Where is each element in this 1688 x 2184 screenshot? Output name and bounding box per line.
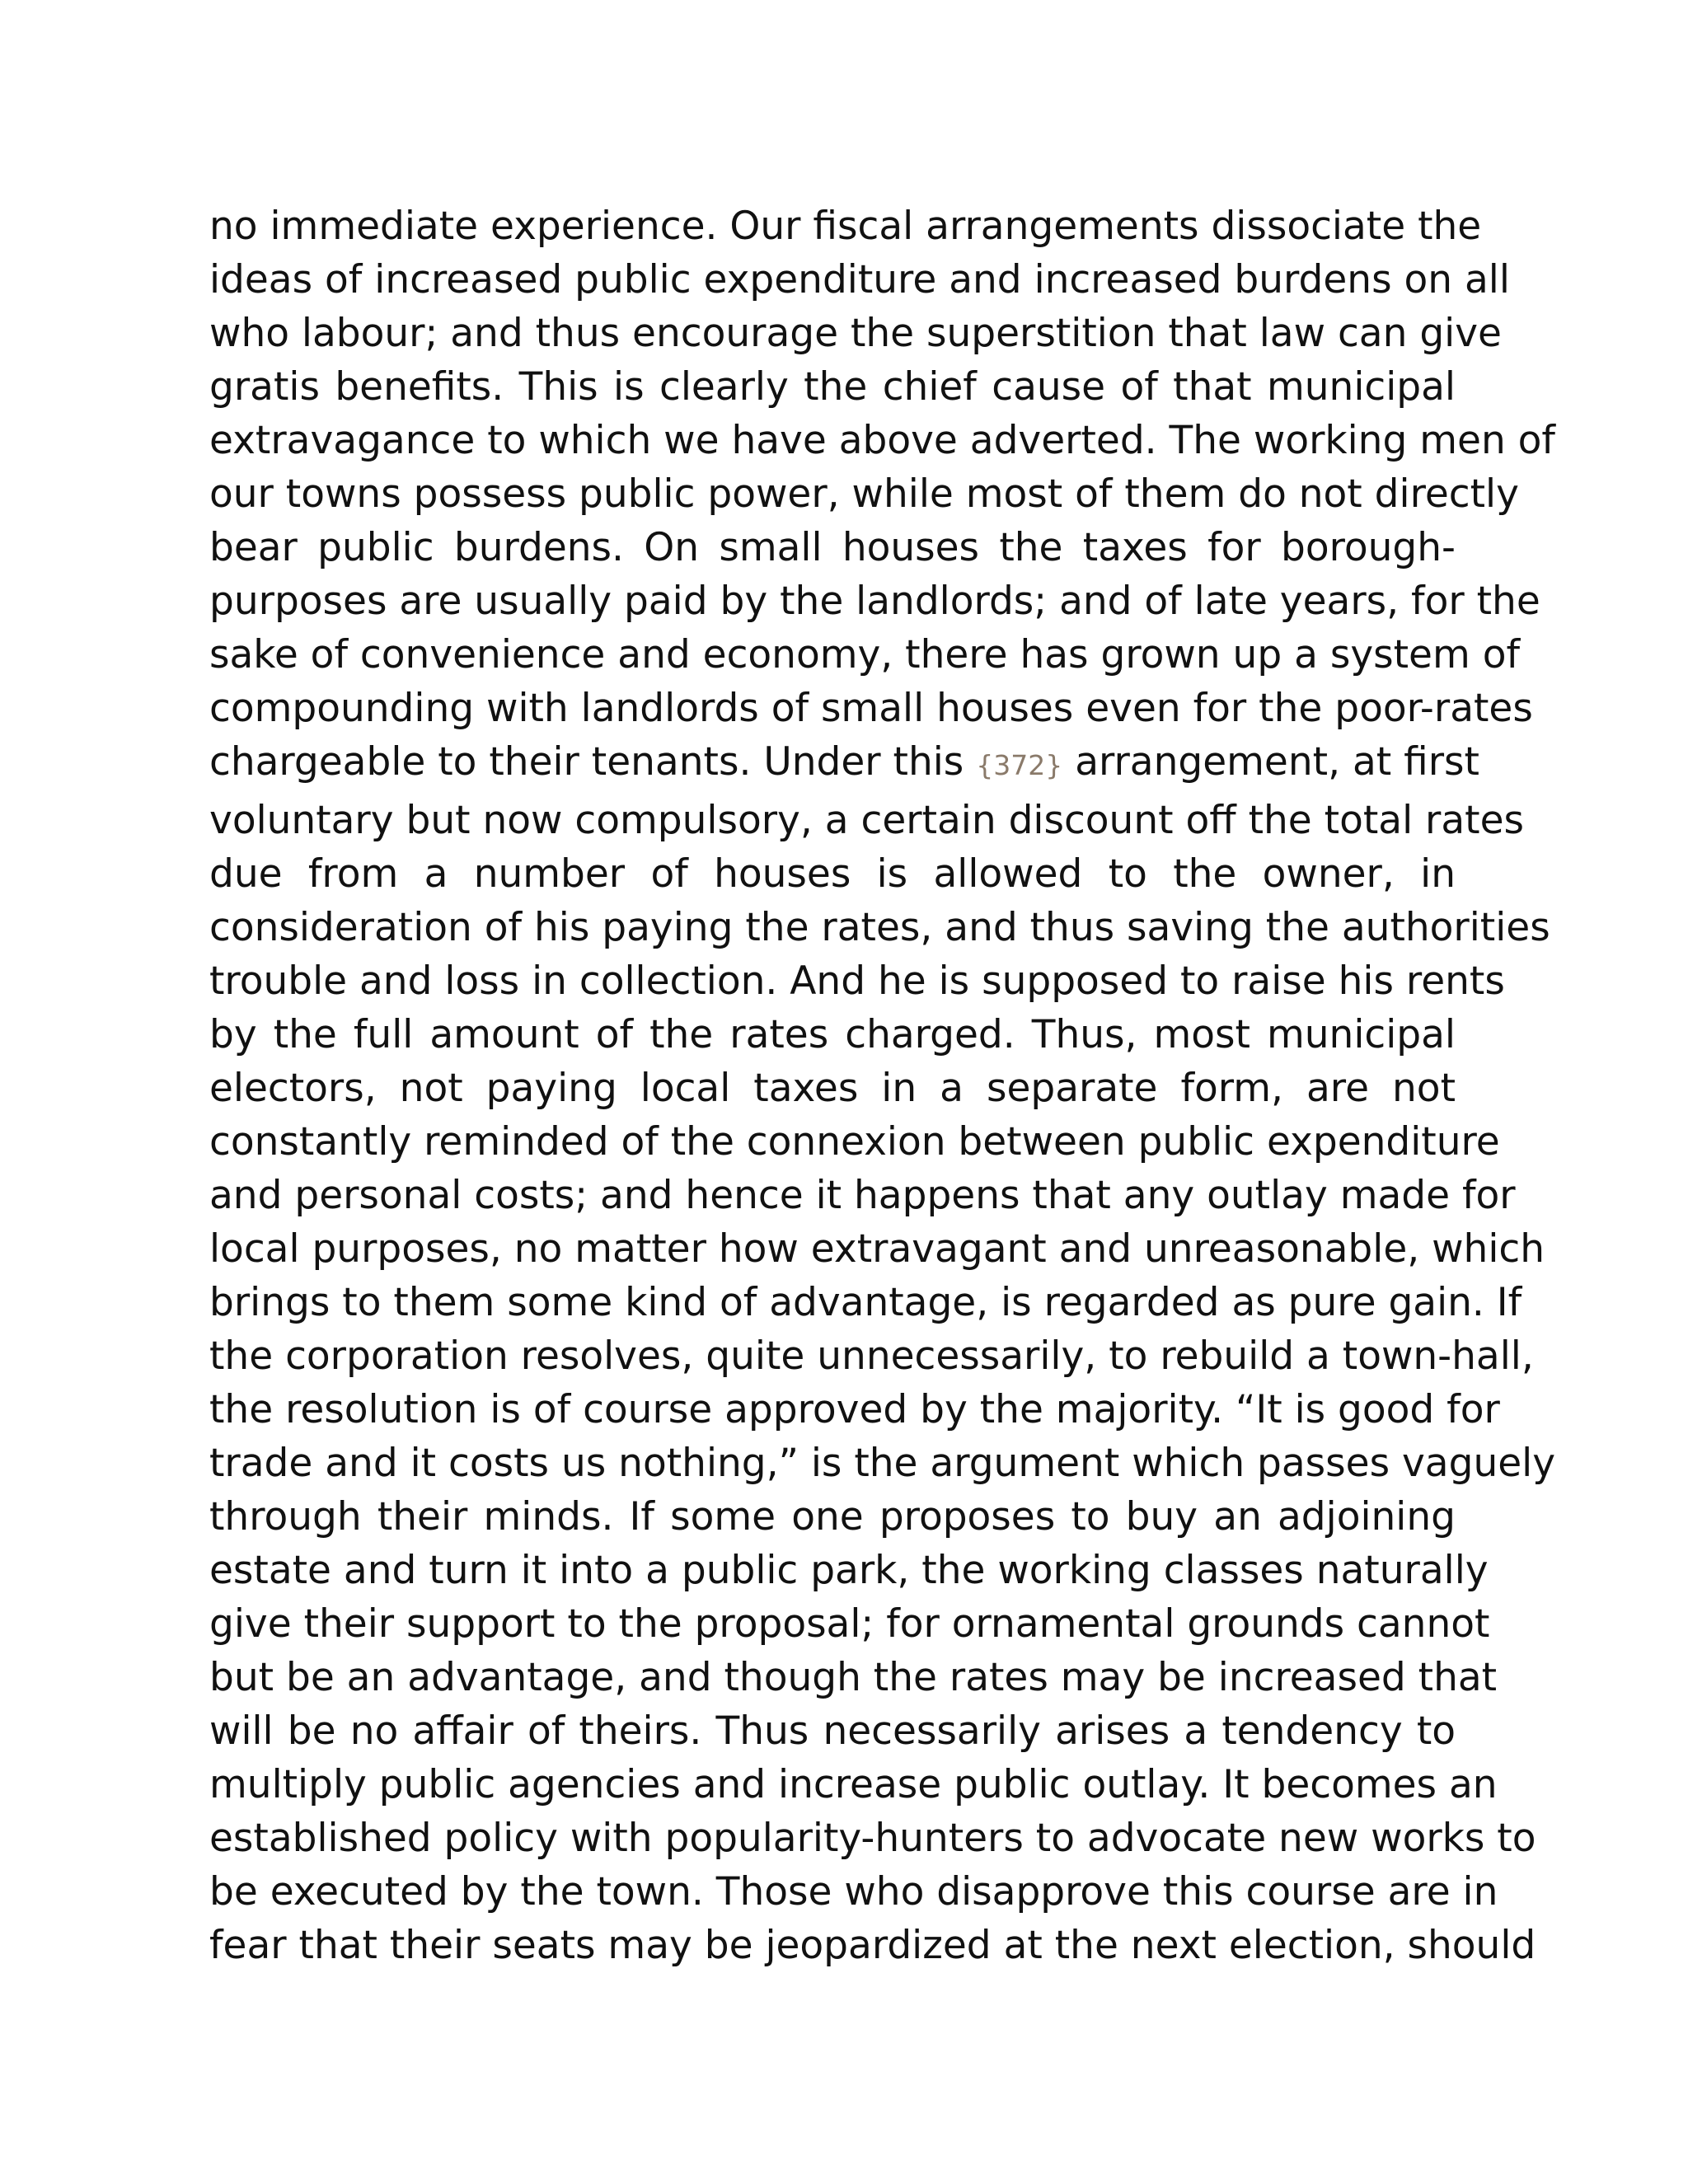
text-line: our towns possess public power, while most of them do not directly (209, 471, 1519, 517)
text-line: voluntary but now compulsory, a certain discount off the total rates (209, 798, 1525, 843)
text-line: ideas of increased public expenditure and increased burdens on all (209, 257, 1510, 302)
text-line: and personal costs; and hence it happens that any outlay made for (209, 1173, 1516, 1218)
text-line: the resolution is of course approved by the majority. “It is good for (209, 1387, 1500, 1432)
text-line: extravagance to which we have above adverted. The working men of (209, 418, 1555, 463)
text-line: fear that their seats may be jeopardized at the next election, should (209, 1923, 1536, 1968)
text-line: purposes are usually paid by the landlords; and of late years, for the (209, 579, 1540, 624)
page-number-marker[interactable]: {372} (976, 749, 1063, 781)
text-line: brings to them some kind of advantage, is regarded as pure gain. If (209, 1280, 1522, 1325)
text-line: trouble and loss in collection. And he is supposed to raise his rents (209, 958, 1505, 1004)
text-line: compounding with landlords of small houses even for the poor-rates (209, 686, 1533, 731)
text-line: multiply public agencies and increase public outlay. It becomes an (209, 1762, 1498, 1807)
text-line-with-page-marker (209, 735, 1479, 794)
text-line: gratis benefits. This is clearly the chief cause of that municipal (209, 364, 1456, 410)
text-line: local purposes, no matter how extravagant and unreasonable, which (209, 1226, 1545, 1272)
text-line: by the full amount of the rates charged. Thus, most municipal (209, 1012, 1456, 1057)
text-segment: arrangement, at first (1075, 739, 1479, 785)
text-line: through their minds. If some one proposes to buy an adjoining (209, 1494, 1456, 1540)
text-line: trade and it costs us nothing,” is the argument which passes vaguely (209, 1441, 1556, 1486)
text-line: give their support to the proposal; for ornamental grounds cannot (209, 1601, 1490, 1647)
text-line: sake of convenience and economy, there has grown up a system of (209, 632, 1520, 677)
text-line: will be no affair of theirs. Thus necessarily arises a tendency to (209, 1708, 1456, 1754)
text-line: who labour; and thus encourage the superstition that law can give (209, 311, 1502, 356)
text-line: consideration of his paying the rates, and thus saving the authorities (209, 905, 1550, 950)
body-text (209, 199, 1556, 1972)
text-line: but be an advantage, and though the rates may be increased that (209, 1655, 1498, 1700)
text-segment: chargeable to their tenants. Under this (209, 739, 964, 785)
text-line: electors, not paying local taxes in a separate form, are not (209, 1066, 1456, 1111)
text-line: established policy with popularity-hunters to advocate new works to (209, 1816, 1536, 1861)
text-line: be executed by the town. Those who disapprove this course are in (209, 1869, 1498, 1915)
text-line: bear public burdens. On small houses the taxes for borough- (209, 525, 1456, 570)
text-line: due from a number of houses is allowed to the owner, in (209, 851, 1456, 897)
text-line: no immediate experience. Our fiscal arrangements dissociate the (209, 204, 1482, 249)
text-line: estate and turn it into a public park, the working classes naturally (209, 1548, 1489, 1593)
text-line: the corporation resolves, quite unnecessarily, to rebuild a town-hall, (209, 1333, 1534, 1379)
text-line: constantly reminded of the connexion between public expenditure (209, 1119, 1500, 1165)
